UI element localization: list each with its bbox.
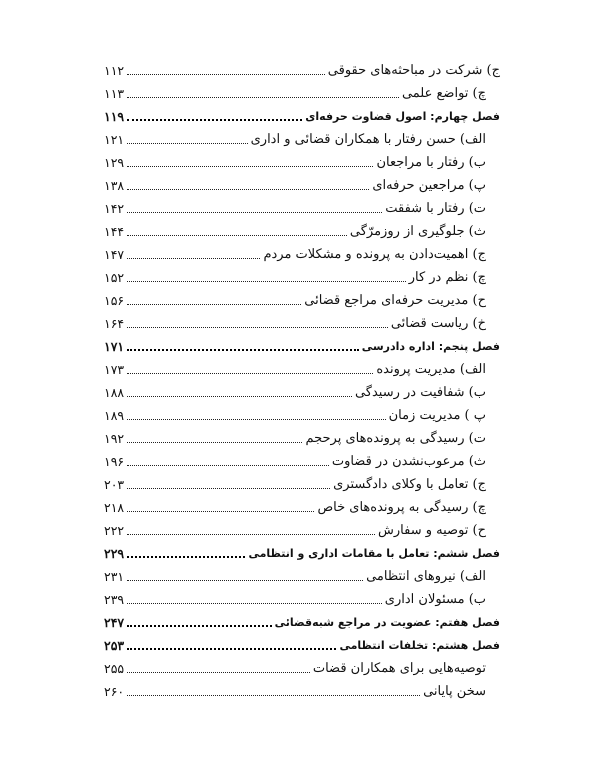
dot-leader: [127, 695, 420, 696]
toc-entry: [104, 125, 500, 148]
toc-page-number: ۲۳۱: [104, 569, 125, 584]
toc-entry: [104, 263, 500, 286]
toc-entry: [104, 309, 500, 332]
toc-page-number: ۱۴۲: [104, 201, 125, 216]
toc-chapter-heading: [104, 631, 500, 654]
toc-entry-title: فصل ششم: تعامل با مقامات اداری و انتظامی: [248, 547, 500, 560]
dot-leader: [127, 488, 330, 489]
toc-entry: [104, 194, 500, 217]
toc-entry-title: ح) مدیریت حرفه‌ای مراجع قضائی: [304, 293, 486, 308]
toc-page-number: ۱۴۷: [104, 247, 125, 262]
toc-page-number: ۲۰۳: [104, 477, 125, 492]
toc-page-number: ۱۲۹: [104, 155, 125, 170]
dot-leader: [127, 166, 373, 167]
toc-page-number: ۱۱۹: [104, 109, 125, 124]
dot-leader: [127, 442, 302, 443]
toc-page-number: ۱۵۲: [104, 270, 125, 285]
toc-entry: [104, 447, 500, 470]
toc-page-number: ۱۲۱: [104, 132, 125, 147]
toc-entry-title: ح) توصیه و سفارش: [378, 523, 486, 538]
dot-leader: [127, 119, 302, 121]
toc-entry: [104, 493, 500, 516]
toc-entry: [104, 79, 500, 102]
dot-leader: [127, 212, 382, 213]
toc-entry-title: فصل پنجم: اداره دادرسی: [361, 340, 500, 353]
toc-entry: [104, 585, 500, 608]
toc-page-number: ۲۵۳: [104, 638, 125, 653]
dot-leader: [127, 465, 329, 466]
toc-page-number: ۱۸۹: [104, 408, 125, 423]
dot-leader: [127, 281, 406, 282]
toc-page-number: ۲۶۰: [104, 684, 125, 699]
dot-leader: [127, 556, 245, 558]
dot-leader: [127, 580, 363, 581]
toc-entry: [104, 562, 500, 585]
dot-leader: [127, 327, 388, 328]
dot-leader: [127, 625, 271, 627]
toc-page-number: ۲۲۲: [104, 523, 125, 538]
toc-entry: [104, 355, 500, 378]
dot-leader: [127, 258, 260, 259]
dot-leader: [127, 349, 359, 351]
toc-entry-title: ت) رسیدگی به پرونده‌های پرحجم: [305, 431, 486, 446]
toc-page-number: ۱۳۸: [104, 178, 125, 193]
toc-entry-title: سخن پایانی: [423, 684, 486, 699]
toc-entry: [104, 217, 500, 240]
dot-leader: [127, 534, 375, 535]
toc-entry-title: فصل هفتم: عضویت در مراجع شبه‌قضائی: [274, 616, 500, 629]
toc-page-number: ۱۴۴: [104, 224, 125, 239]
dot-leader: [127, 396, 352, 397]
toc-entry: [104, 171, 500, 194]
toc-page-number: ۱۱۲: [104, 63, 125, 78]
toc-entry-title: توصیه‌هایی برای همکاران قضات: [312, 661, 486, 676]
dot-leader: [127, 235, 347, 236]
toc-entry: [104, 677, 500, 700]
toc-entry-title: ج) شرکت در مباحثه‌های حقوقی: [327, 63, 500, 78]
dot-leader: [127, 511, 314, 512]
toc-entry-title: ث) جلوگیری از روزمرّگی: [349, 224, 486, 239]
toc-page-number: ۱۹۶: [104, 454, 125, 469]
toc-entry: [104, 286, 500, 309]
toc-entry: [104, 424, 500, 447]
toc-entry-title: فصل هشتم: تخلفات انتظامی: [339, 639, 500, 652]
dot-leader: [127, 97, 399, 98]
toc-entry: [104, 401, 500, 424]
toc-page-number: ۱۸۸: [104, 385, 125, 400]
toc-entry: [104, 148, 500, 171]
toc-entry-title: چ) رسیدگی به پرونده‌های خاص: [317, 500, 486, 515]
toc-chapter-heading: [104, 102, 500, 125]
toc-entry-title: چ) نظم در کار: [408, 270, 486, 285]
toc-entry-title: چ) تواضع علمی: [401, 86, 486, 101]
toc-entry-title: ت) رفتار با شفقت: [385, 201, 486, 216]
toc-page-number: ۱۷۱: [104, 339, 125, 354]
toc-page-number: ۱۵۶: [104, 293, 125, 308]
toc-entry-title: ب) مسئولان اداری: [384, 592, 486, 607]
toc-entry-title: ب) رفتار با مراجعان: [376, 155, 486, 170]
toc-entry: [104, 56, 500, 79]
toc-entry-title: فصل چهارم: اصول قضاوت حرفه‌ای: [305, 110, 500, 123]
toc-chapter-heading: [104, 539, 500, 562]
dot-leader: [127, 603, 382, 604]
toc-entry: [104, 378, 500, 401]
toc-entry-title: الف) مدیریت پرونده: [376, 362, 486, 377]
dot-leader: [127, 143, 247, 144]
toc-entry-title: الف) حسن رفتار با همکاران قضائی و اداری: [250, 132, 486, 147]
toc-entry-title: ب) شفافیت در رسیدگی: [354, 385, 486, 400]
dot-leader: [127, 189, 369, 190]
toc-chapter-heading: [104, 608, 500, 631]
toc-page-number: ۲۲۹: [104, 546, 125, 561]
dot-leader: [127, 648, 336, 650]
toc-entry-title: پ) مراجعین حرفه‌ای: [372, 178, 486, 193]
toc-entry: [104, 240, 500, 263]
dot-leader: [127, 304, 301, 305]
dot-leader: [127, 672, 310, 673]
toc-entry: [104, 654, 500, 677]
toc-page-number: ۲۱۸: [104, 500, 125, 515]
toc-entry-title: خ) ریاست قضائی: [390, 316, 486, 331]
toc-entry-title: ج) تعامل با وکلای دادگستری: [333, 477, 486, 492]
toc-entry-title: پ ) مدیریت زمان: [388, 408, 486, 423]
dot-leader: [127, 74, 325, 75]
toc-page-number: ۲۴۷: [104, 615, 125, 630]
toc-entry-title: الف) نیروهای انتظامی: [366, 569, 486, 584]
toc-entry-title: ث) مرعوب‌نشدن در قضاوت: [331, 454, 486, 469]
toc-chapter-heading: [104, 332, 500, 355]
toc-page-number: ۱۶۴: [104, 316, 125, 331]
toc-entry-title: ج) اهمیت‌دادن به پرونده و مشکلات مردم: [263, 247, 486, 262]
dot-leader: [127, 373, 373, 374]
toc-entry: [104, 470, 500, 493]
table-of-contents: [104, 56, 500, 700]
toc-page-number: ۲۵۵: [104, 661, 125, 676]
dot-leader: [127, 419, 385, 420]
toc-page-number: ۱۹۲: [104, 431, 125, 446]
toc-page-number: ۱۷۳: [104, 362, 125, 377]
toc-page-number: ۲۳۹: [104, 592, 125, 607]
toc-entry: [104, 516, 500, 539]
toc-page-number: ۱۱۳: [104, 86, 125, 101]
